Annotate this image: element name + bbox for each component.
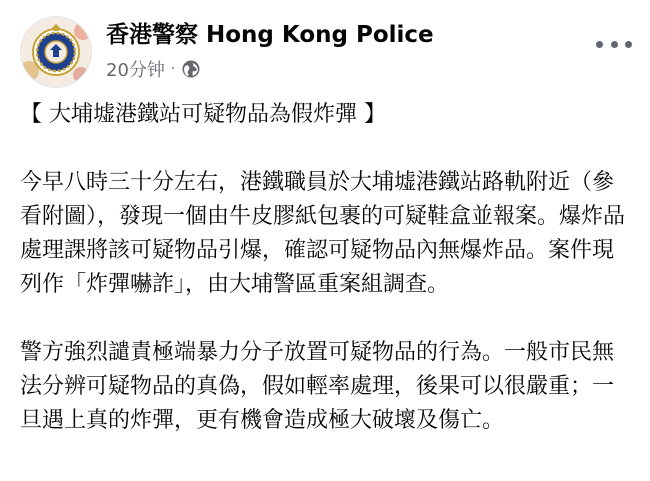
page-name[interactable]: 香港警察 Hong Kong Police	[106, 22, 434, 48]
more-dot	[596, 41, 603, 48]
post-header	[20, 14, 632, 86]
meta-separator: ·	[170, 61, 176, 77]
police-crest-icon	[21, 17, 91, 87]
post-paragraph: 警方強烈譴責極端暴力分子放置可疑物品的行為。一般市民無法分辨可疑物品的真偽，假如輕率處理，後果可以很嚴重；一旦遇上真的炸彈，更有機會造成極大破壞及傷亡。	[20, 340, 615, 433]
post-paragraph: 今早八時三十分左右，港鐵職員於大埔墟港鐵站路軌附近（參看附圖），發現一個由牛皮膠紙包裹的可疑鞋盒並報案。爆炸品處理課將該可疑物品引爆，確認可疑物品內無爆炸品。案件現列作「炸彈嚇詐」，由大埔警區重案組調查。	[20, 170, 626, 297]
more-dot	[625, 41, 632, 48]
post-body	[20, 98, 632, 438]
post-title: 【 大埔墟港鐵站可疑物品為假炸彈 】	[20, 102, 386, 127]
post-meta	[106, 56, 201, 82]
more-dot	[611, 41, 618, 48]
post-timestamp[interactable]: 20分钟	[106, 60, 165, 81]
page-avatar[interactable]	[20, 16, 92, 88]
more-options-button[interactable]	[596, 34, 632, 54]
globe-icon[interactable]	[181, 59, 201, 79]
